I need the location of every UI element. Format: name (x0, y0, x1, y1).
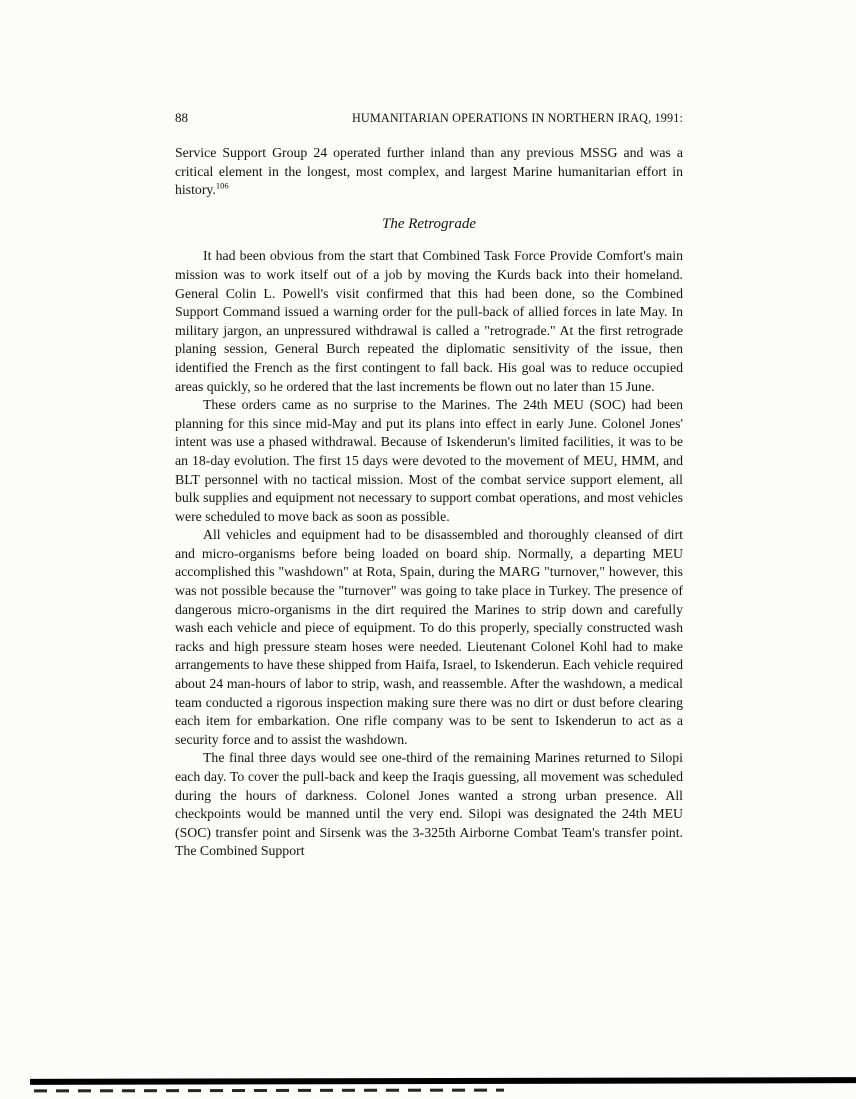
intro-text: Service Support Group 24 operated further inland than any previous MSSG and was a critical element in the longest, most complex, and largest Marine humanitarian effort in history. (175, 145, 683, 198)
section-heading: The Retrograde (381, 215, 476, 232)
running-header: HUMANITARIAN OPERATIONS IN NORTHERN IRAQ, 1991: (351, 111, 683, 125)
paragraph: The final three days would see one-third of the remaining Marines returned to Silopi each day. To cover the pull-back and keep the Iraqis guessing, all movement was scheduled during the hours of darkness. Colonel Jones wanted a strong urban presence. All checkpoints would be manned until the very end. Silopi was designated the 24th MEU (SOC) transfer point and Sirsenk was the 3-325th Airborne Combat Team's transfer point. The Combined Support (175, 750, 683, 859)
footnote-ref: 106 (215, 180, 229, 191)
running-head (175, 110, 683, 126)
paragraph-intro (175, 144, 683, 200)
page-body (175, 144, 683, 861)
scan-artifact-bar (30, 1077, 856, 1085)
paragraph: These orders came as no surprise to the Marines. The 24th MEU (SOC) had been planning for this since mid-May and put its plans into effect in early June. Colonel Jones' intent was use a phased withdrawal. Because of Iskenderun's limited facilities, it was to be an 18-day evolution. The first 15 days were devoted to the movement of MEU, HMM, and BLT personnel with no tactical mission. Most of the combat service support element, all bulk supplies and equipment not necessary to support combat operations, and most vehicles were scheduled to move back as soon as possible. (175, 397, 683, 524)
paragraph: It had been obvious from the start that Combined Task Force Provide Comfort's main mission was to work itself out of a job by moving the Kurds back into their homeland. General Colin L. Powell's visit confirmed that this had been done, so the Combined Support Command issued a warning order for the pull-back of allied forces in late May. In military jargon, an unpressured withdrawal is called a "retrograde." At the first retrograde planing session, General Burch repeated the diplomatic sensitivity of the issue, then identified the French as the first contingent to fall back. His goal was to reduce occupied areas quickly, so he ordered that the last increments be flown out no later than 15 June. (175, 248, 683, 394)
paragraph: All vehicles and equipment had to be disassembled and thoroughly cleansed of dirt and micro-organisms before being loaded on board ship. Normally, a departing MEU accomplished this "washdown" at Rota, Spain, during the MARG "turnover," however, this was not possible because the "turnover" was going to take place in Turkey. The presence of dangerous micro-organisms in the dirt required the Marines to strip down and carefully wash each vehicle and piece of equipment. To do this properly, specially constructed wash racks and high pressure steam hoses were needed. Lieutenant Colonel Kohl had to make arrangements to have these shipped from Haifa, Israel, to Iskenderun. Each vehicle required about 24 man-hours of labor to strip, wash, and reassemble. After the washdown, a medical team conducted a rigorous inspection making sure there was no dirt or dust before clearing each item for embarkation. One rifle company was to be sent to Iskenderun to act as a security force and to assist the washdown. (175, 527, 683, 747)
scan-artifact-dashes (34, 1089, 504, 1093)
page-number: 88 (175, 110, 188, 125)
